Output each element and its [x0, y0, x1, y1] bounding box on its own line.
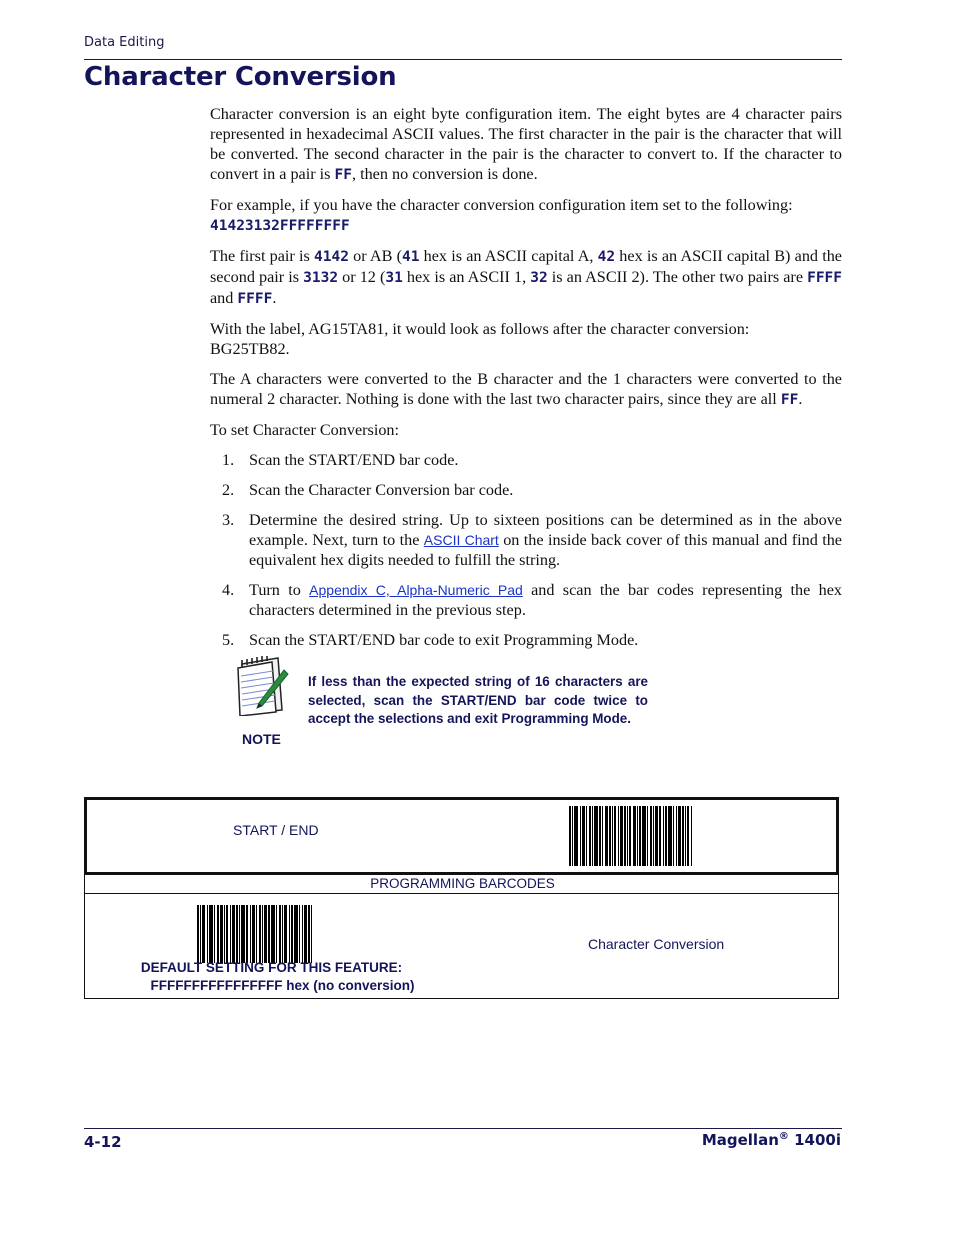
barcode-bar	[246, 905, 248, 963]
barcode-bar	[207, 905, 208, 963]
barcode-bar	[609, 806, 611, 866]
character-conversion-barcode[interactable]	[197, 905, 349, 965]
barcode-bar	[256, 905, 257, 963]
barcode-bar	[589, 806, 591, 866]
barcode-bar	[279, 905, 281, 963]
note-text: If less than the expected string of 16 characters are selected, scan the START/END bar code twice to accept the selections and exit Programming Mode.	[308, 674, 648, 726]
barcode-bar	[202, 905, 205, 963]
barcode-bar	[217, 905, 219, 963]
ascii-chart-link[interactable]: ASCII Chart	[423, 532, 499, 548]
barcode-bar	[647, 806, 648, 866]
barcode-bar	[605, 806, 608, 866]
barcode-bar	[678, 806, 681, 866]
barcode-bar	[653, 806, 654, 866]
barcode-bar	[618, 806, 619, 866]
barcode-bar	[602, 806, 603, 866]
barcode-bar	[289, 905, 290, 963]
barcode-bar	[284, 905, 287, 963]
barcode-bar	[639, 806, 641, 866]
step-item: 5. Scan the START/END bar code to exit Programming Mode.	[222, 631, 639, 649]
barcode-bar	[264, 905, 267, 963]
barcode-bar	[291, 905, 293, 963]
barcode-bar	[268, 905, 270, 963]
barcode-bar	[200, 905, 201, 963]
intro-paragraph-3: The first pair is 4142 or AB (41 hex is an ASCII capital A, 42 hex is an ASCII capital B) and the second pair is 3132 or 12 (31 hex is an ASCII 1, 32 is an ASCII 2). The other two pairs are FFFF and FFFF.	[210, 247, 843, 307]
step-list	[210, 450, 842, 650]
intro-paragraph-6: To set Character Conversion:	[210, 421, 400, 439]
note-label: NOTE	[242, 731, 281, 747]
step-item: 1. Scan the START/END bar code.	[222, 451, 459, 469]
appendix-c-link[interactable]: Appendix C, Alpha-Numeric Pad	[309, 582, 523, 598]
barcode-bar	[673, 806, 674, 866]
barcode-bar	[627, 806, 628, 866]
barcode-bar	[230, 905, 231, 963]
intro-paragraph-5: The A characters were converted to the B character and the 1 characters were converted to the numeral 2 character. Nothing is done with the last two character pairs, since they are all FF.	[210, 370, 842, 408]
barcode-bar	[650, 806, 652, 866]
barcode-bar	[262, 905, 263, 963]
barcode-bar	[682, 806, 684, 866]
start-end-label: START / END	[233, 822, 319, 838]
barcode-bar	[586, 806, 587, 866]
barcode-bar	[252, 905, 255, 963]
barcode-bar	[226, 905, 228, 963]
barcode-bar	[302, 905, 303, 963]
barcode-bar	[676, 806, 677, 866]
barcode-bar	[637, 806, 638, 866]
default-setting-value: FFFFFFFFFFFFFFFF hex (no conversion)	[150, 978, 415, 993]
barcode-bar	[687, 806, 689, 866]
barcode-bar	[232, 905, 235, 963]
barcode-bar	[624, 806, 626, 866]
step-item: 4. Turn to Appendix C, Alpha-Numeric Pad and scan the bar codes representing the hex characters determined in the previous step.	[222, 581, 842, 619]
barcode-bar	[629, 806, 631, 866]
barcode-bar	[241, 905, 245, 963]
default-setting-heading: DEFAULT SETTING FOR THIS FEATURE:	[140, 960, 403, 975]
barcode-bar	[685, 806, 686, 866]
barcode-bar	[308, 905, 310, 963]
barcode-bar	[214, 905, 215, 963]
barcode-bar	[612, 806, 613, 866]
barcode-bar	[691, 806, 692, 866]
barcode-bar	[197, 905, 199, 963]
barcode-bar	[655, 806, 658, 866]
barcode-bar	[572, 806, 573, 866]
programming-barcodes-strip	[84, 875, 839, 894]
barcode-bar	[582, 806, 585, 866]
barcode-bar	[569, 806, 571, 866]
barcode-bar	[665, 806, 667, 866]
barcode-bar	[224, 905, 225, 963]
page-number: 4-12	[84, 1133, 122, 1151]
footer-rule	[84, 1128, 842, 1129]
barcode-bar	[663, 806, 664, 866]
start-end-barcode[interactable]	[569, 806, 733, 868]
barcode-bar	[209, 905, 213, 963]
barcode-bar	[620, 806, 623, 866]
product-name: Magellan® 1400i	[701, 1131, 841, 1149]
barcode-bar	[304, 905, 307, 963]
barcode-bar	[271, 905, 275, 963]
inline-code: FF	[334, 167, 352, 183]
section-header: Data Editing	[84, 35, 165, 50]
intro-paragraph-2: For example, if you have the character conversion configuration item set to the following: 41423132FFFFFFFF	[210, 196, 793, 234]
barcode-bar	[642, 806, 646, 866]
barcode-bar	[659, 806, 661, 866]
barcode-bar	[250, 905, 251, 963]
barcode-bar	[633, 806, 636, 866]
barcode-bar	[239, 905, 240, 963]
header-rule	[84, 59, 842, 60]
example-config-code: 41423132FFFFFFFF	[210, 218, 350, 234]
barcode-bar	[599, 806, 601, 866]
step-item: 2. Scan the Character Conversion bar code.	[222, 481, 514, 499]
barcode-bar	[220, 905, 223, 963]
barcode-bar	[236, 905, 238, 963]
barcode-bar	[282, 905, 283, 963]
feature-label: Character Conversion	[588, 936, 725, 952]
barcode-bar	[614, 806, 616, 866]
barcode-bar	[276, 905, 277, 963]
barcode-bar	[594, 806, 598, 866]
barcode-bar	[580, 806, 581, 866]
barcode-bar	[592, 806, 593, 866]
step-item: 3. Determine the desired string. Up to sixteen positions can be determined as in the above example. Next, turn to the ASCII Chart on the inside back cover of this manual and find the equivalent hex digits needed to fulfill the string.	[222, 511, 842, 569]
body-text	[210, 104, 842, 660]
barcode-bar	[294, 905, 298, 963]
programming-barcodes-label: PROGRAMMING BARCODES	[370, 876, 555, 891]
intro-paragraph-4: With the label, AG15TA81, it would look as follows after the character conversion: BG25TB82.	[210, 320, 750, 358]
barcode-bar	[299, 905, 300, 963]
page-title: Character Conversion	[84, 62, 397, 92]
barcode-bar	[259, 905, 261, 963]
barcode-bar	[311, 905, 312, 963]
intro-paragraph-1: Character conversion is an eight byte configuration item. The eight bytes are 4 character pairs represented in hexadecimal ASCII values. The first character in the pair is the character that will be converted. The second character in the pair is the character to convert to. If the character to convert in a pair is FF, then no conversion is done.	[210, 105, 842, 183]
barcode-bar	[574, 806, 578, 866]
barcode-bar	[668, 806, 672, 866]
notepad-icon	[232, 656, 290, 716]
